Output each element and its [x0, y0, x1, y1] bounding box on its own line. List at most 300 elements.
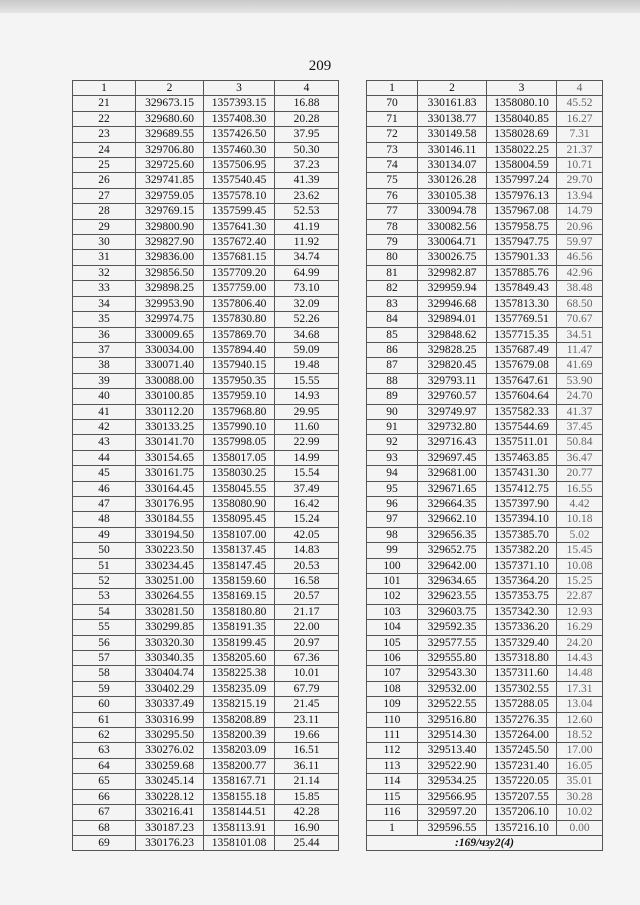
- table-cell: 52.26: [275, 312, 339, 327]
- table-cell: 1357647.61: [487, 373, 557, 388]
- table-cell: 11.92: [275, 235, 339, 250]
- coordinates-table-right: [366, 80, 603, 851]
- column-header: 1: [73, 81, 136, 96]
- table-cell: 330105.38: [418, 188, 487, 203]
- table-cell: 15.55: [275, 373, 339, 388]
- table-cell: 104: [367, 620, 418, 635]
- table-cell: 16.29: [557, 620, 603, 635]
- table-cell: 330251.00: [136, 574, 204, 589]
- table-cell: 330146.11: [418, 142, 487, 157]
- table-cell: 329513.40: [418, 743, 487, 758]
- table-cell: 329681.00: [418, 466, 487, 481]
- table-cell: 1358017.05: [204, 450, 275, 465]
- table-row: [367, 728, 603, 743]
- table-cell: 1: [367, 820, 418, 835]
- table-row: [73, 173, 339, 188]
- table-row: [367, 173, 603, 188]
- table-row: [367, 651, 603, 666]
- table-cell: 329759.05: [136, 188, 204, 203]
- table-cell: 1357336.20: [487, 620, 557, 635]
- header-row: [73, 81, 339, 96]
- table-cell: 330316.99: [136, 712, 204, 727]
- page-number: 209: [308, 58, 332, 74]
- table-cell: 16.27: [557, 111, 603, 126]
- table-cell: 37.45: [557, 419, 603, 434]
- table-cell: 329596.55: [418, 820, 487, 835]
- table-cell: 34: [73, 296, 136, 311]
- table-cell: 1357318.80: [487, 651, 557, 666]
- table-row: [73, 158, 339, 173]
- table-cell: 1358045.55: [204, 481, 275, 496]
- table-cell: 1357885.76: [487, 265, 557, 280]
- table-row: [73, 527, 339, 542]
- table-row: [73, 789, 339, 804]
- table-cell: 27: [73, 188, 136, 203]
- table-cell: 48: [73, 512, 136, 527]
- table-cell: 86: [367, 342, 418, 357]
- table-cell: 1357578.10: [204, 188, 275, 203]
- table-cell: 116: [367, 805, 418, 820]
- table-cell: 95: [367, 481, 418, 496]
- table-cell: 37.95: [275, 127, 339, 142]
- table-row: [73, 558, 339, 573]
- table-cell: 21.17: [275, 604, 339, 619]
- table-cell: 18.52: [557, 728, 603, 743]
- table-cell: 329652.75: [418, 543, 487, 558]
- table-cell: 41.37: [557, 404, 603, 419]
- table-cell: 20.28: [275, 111, 339, 126]
- table-cell: 1357641.30: [204, 219, 275, 234]
- table-row: [367, 712, 603, 727]
- table-cell: 1358225.38: [204, 666, 275, 681]
- table-cell: 34.51: [557, 327, 603, 342]
- table-cell: 1357997.24: [487, 173, 557, 188]
- table-cell: 1357245.50: [487, 743, 557, 758]
- table-row: [73, 312, 339, 327]
- table-cell: 330071.40: [136, 358, 204, 373]
- table-cell: 46.56: [557, 250, 603, 265]
- table-cell: 1357311.60: [487, 666, 557, 681]
- table-cell: 330259.68: [136, 758, 204, 773]
- table-row: [367, 342, 603, 357]
- table-row: [73, 835, 339, 850]
- table-cell: 94: [367, 466, 418, 481]
- table-row: [73, 250, 339, 265]
- table-cell: 330276.02: [136, 743, 204, 758]
- table-row: [367, 127, 603, 142]
- table-cell: 72: [367, 127, 418, 142]
- table-cell: 329706.80: [136, 142, 204, 157]
- table-cell: 330194.50: [136, 527, 204, 542]
- table-cell: 35.01: [557, 774, 603, 789]
- table-row: [73, 389, 339, 404]
- table-row: [73, 111, 339, 126]
- table-cell: 66: [73, 789, 136, 804]
- table-row: [73, 219, 339, 234]
- table-cell: 330184.55: [136, 512, 204, 527]
- table-cell: 330133.25: [136, 419, 204, 434]
- table-cell: 1357813.30: [487, 296, 557, 311]
- table-cell: 329898.25: [136, 281, 204, 296]
- table-cell: 1357869.70: [204, 327, 275, 342]
- table-cell: 56: [73, 635, 136, 650]
- table-row: [73, 774, 339, 789]
- table-cell: 16.55: [557, 481, 603, 496]
- table-row: [73, 666, 339, 681]
- table-cell: 30.28: [557, 789, 603, 804]
- table-cell: 1357460.30: [204, 142, 275, 157]
- table-row: [73, 96, 339, 111]
- table-cell: 330088.00: [136, 373, 204, 388]
- table-cell: 1358200.77: [204, 758, 275, 773]
- table-cell: 20.96: [557, 219, 603, 234]
- table-cell: 14.79: [557, 204, 603, 219]
- table-cell: 93: [367, 450, 418, 465]
- table-row: [367, 404, 603, 419]
- table-cell: 1357371.10: [487, 558, 557, 573]
- table-row: [73, 635, 339, 650]
- table-cell: 329516.80: [418, 712, 487, 727]
- table-cell: 50.30: [275, 142, 339, 157]
- table-cell: 1358113.91: [204, 820, 275, 835]
- table-cell: 79: [367, 235, 418, 250]
- table-row: [73, 435, 339, 450]
- table-row: [367, 373, 603, 388]
- table-cell: 330223.50: [136, 543, 204, 558]
- table-cell: 329680.60: [136, 111, 204, 126]
- table-cell: 76: [367, 188, 418, 203]
- table-row: [367, 558, 603, 573]
- table-row: [367, 327, 603, 342]
- table-cell: 75: [367, 173, 418, 188]
- table-cell: 1357353.75: [487, 589, 557, 604]
- scan-top-edge: [0, 0, 640, 13]
- table-cell: 330126.28: [418, 173, 487, 188]
- table-cell: 330295.50: [136, 728, 204, 743]
- table-cell: 28: [73, 204, 136, 219]
- table-cell: 1357715.35: [487, 327, 557, 342]
- table-cell: 71: [367, 111, 418, 126]
- table-cell: 329982.87: [418, 265, 487, 280]
- table-cell: 329671.65: [418, 481, 487, 496]
- table-cell: 103: [367, 604, 418, 619]
- table-cell: 50: [73, 543, 136, 558]
- table-cell: 330100.85: [136, 389, 204, 404]
- table-cell: 100: [367, 558, 418, 573]
- table-row: [73, 296, 339, 311]
- table-cell: 329577.55: [418, 635, 487, 650]
- table-cell: 1357394.10: [487, 512, 557, 527]
- table-cell: 62: [73, 728, 136, 743]
- table-row: [73, 358, 339, 373]
- table-cell: 101: [367, 574, 418, 589]
- table-cell: 1358107.00: [204, 527, 275, 542]
- table-cell: 20.57: [275, 589, 339, 604]
- table-cell: 20.77: [557, 466, 603, 481]
- table-cell: 98: [367, 527, 418, 542]
- table-row: [367, 512, 603, 527]
- table-cell: 68.50: [557, 296, 603, 311]
- table-cell: 330149.58: [418, 127, 487, 142]
- table-cell: 90: [367, 404, 418, 419]
- table-row: [73, 758, 339, 773]
- table-cell: 23: [73, 127, 136, 142]
- table-row: [367, 466, 603, 481]
- table-cell: 106: [367, 651, 418, 666]
- table-cell: 21: [73, 96, 136, 111]
- column-header: 1: [367, 81, 418, 96]
- table-cell: 329828.25: [418, 342, 487, 357]
- table-cell: 81: [367, 265, 418, 280]
- table-row: [367, 96, 603, 111]
- table-row: [367, 681, 603, 696]
- table-cell: 60: [73, 697, 136, 712]
- table-cell: 1357681.15: [204, 250, 275, 265]
- table-cell: 1358080.10: [487, 96, 557, 111]
- table-row: [73, 127, 339, 142]
- table-cell: 34.68: [275, 327, 339, 342]
- table-cell: 25: [73, 158, 136, 173]
- table-row: [367, 250, 603, 265]
- table-row: [367, 496, 603, 511]
- table-cell: 87: [367, 358, 418, 373]
- table-cell: 42.05: [275, 527, 339, 542]
- table-cell: 42.28: [275, 805, 339, 820]
- table-cell: 1357412.75: [487, 481, 557, 496]
- table-row: [73, 466, 339, 481]
- table-cell: 70: [367, 96, 418, 111]
- table-cell: 1357288.05: [487, 697, 557, 712]
- table-cell: 1357385.70: [487, 527, 557, 542]
- table-cell: 329642.00: [418, 558, 487, 573]
- table-row: [367, 805, 603, 820]
- parcel-id-label: :169/чзу2(4): [367, 835, 603, 850]
- table-cell: 22: [73, 111, 136, 126]
- table-row: [73, 620, 339, 635]
- table-cell: 84: [367, 312, 418, 327]
- table-row: [367, 312, 603, 327]
- table-row: [367, 219, 603, 234]
- table-cell: 102: [367, 589, 418, 604]
- table-cell: 16.51: [275, 743, 339, 758]
- table-cell: 330281.50: [136, 604, 204, 619]
- table-cell: 22.00: [275, 620, 339, 635]
- table-row: [367, 758, 603, 773]
- table-cell: 1358205.60: [204, 651, 275, 666]
- table-cell: 17.00: [557, 743, 603, 758]
- table-row: [73, 512, 339, 527]
- table-cell: 37.23: [275, 158, 339, 173]
- table-cell: 330161.75: [136, 466, 204, 481]
- table-cell: 50.84: [557, 435, 603, 450]
- table-cell: 43: [73, 435, 136, 450]
- table-cell: 67: [73, 805, 136, 820]
- table-cell: 52: [73, 574, 136, 589]
- table-cell: 1357604.64: [487, 389, 557, 404]
- table-cell: 73.10: [275, 281, 339, 296]
- table-cell: 110: [367, 712, 418, 727]
- table-cell: 330245.14: [136, 774, 204, 789]
- table-row: [73, 142, 339, 157]
- table-cell: 5.02: [557, 527, 603, 542]
- table-row: [367, 743, 603, 758]
- table-cell: 55: [73, 620, 136, 635]
- table-cell: 329673.15: [136, 96, 204, 111]
- table-row: [73, 712, 339, 727]
- table-row: [367, 281, 603, 296]
- table-cell: 1357959.10: [204, 389, 275, 404]
- table-cell: 330402.29: [136, 681, 204, 696]
- table-cell: 14.48: [557, 666, 603, 681]
- table-cell: 20.97: [275, 635, 339, 650]
- table-cell: 1358215.19: [204, 697, 275, 712]
- table-cell: 68: [73, 820, 136, 835]
- table-cell: 45.52: [557, 96, 603, 111]
- table-cell: 1358101.08: [204, 835, 275, 850]
- table-cell: 0.00: [557, 820, 603, 835]
- table-row: [73, 281, 339, 296]
- table-cell: 65: [73, 774, 136, 789]
- table-cell: 44: [73, 450, 136, 465]
- table-cell: 329532.00: [418, 681, 487, 696]
- table-cell: 330161.83: [418, 96, 487, 111]
- table-cell: 10.08: [557, 558, 603, 573]
- table-cell: 1357990.10: [204, 419, 275, 434]
- table-cell: 41.39: [275, 173, 339, 188]
- table-cell: 24.20: [557, 635, 603, 650]
- table-cell: 37.49: [275, 481, 339, 496]
- table-cell: 330009.65: [136, 327, 204, 342]
- table-cell: 19.48: [275, 358, 339, 373]
- table-cell: 15.24: [275, 512, 339, 527]
- table-cell: 329656.35: [418, 527, 487, 542]
- table-cell: 329566.95: [418, 789, 487, 804]
- table-row: [367, 481, 603, 496]
- table-row: [367, 789, 603, 804]
- table-cell: 1357806.40: [204, 296, 275, 311]
- table-cell: 59: [73, 681, 136, 696]
- table-cell: 59.97: [557, 235, 603, 250]
- table-cell: 330187.23: [136, 820, 204, 835]
- table-cell: 23.11: [275, 712, 339, 727]
- table-cell: 1358155.18: [204, 789, 275, 804]
- table-cell: 1358169.15: [204, 589, 275, 604]
- table-cell: 1357302.55: [487, 681, 557, 696]
- table-cell: 1357426.50: [204, 127, 275, 142]
- table-cell: 329749.97: [418, 404, 487, 419]
- table-cell: 63: [73, 743, 136, 758]
- table-cell: 21.45: [275, 697, 339, 712]
- table-cell: 1357206.10: [487, 805, 557, 820]
- table-cell: 108: [367, 681, 418, 696]
- table-cell: 1357759.00: [204, 281, 275, 296]
- table-cell: 31: [73, 250, 136, 265]
- table-cell: 21.37: [557, 142, 603, 157]
- table-row: [73, 651, 339, 666]
- table-cell: 42.96: [557, 265, 603, 280]
- coordinates-table-left: [72, 80, 339, 851]
- table-cell: 51: [73, 558, 136, 573]
- footer-row: [367, 835, 603, 850]
- table-cell: 36.11: [275, 758, 339, 773]
- table-cell: 329769.15: [136, 204, 204, 219]
- table-cell: 16.58: [275, 574, 339, 589]
- table-cell: 1358147.45: [204, 558, 275, 573]
- table-row: [367, 666, 603, 681]
- table-row: [73, 697, 339, 712]
- table-row: [73, 604, 339, 619]
- column-header: 3: [204, 81, 275, 96]
- table-cell: 107: [367, 666, 418, 681]
- table-cell: 329848.62: [418, 327, 487, 342]
- table-cell: 14.83: [275, 543, 339, 558]
- table-row: [367, 635, 603, 650]
- table-cell: 329603.75: [418, 604, 487, 619]
- table-cell: 1357506.95: [204, 158, 275, 173]
- table-cell: 1357967.08: [487, 204, 557, 219]
- table-cell: 105: [367, 635, 418, 650]
- table-cell: 1357342.30: [487, 604, 557, 619]
- table-cell: 80: [367, 250, 418, 265]
- table-cell: 330138.77: [418, 111, 487, 126]
- table-cell: 1358137.45: [204, 543, 275, 558]
- table-row: [367, 574, 603, 589]
- table-cell: 99: [367, 543, 418, 558]
- table-cell: 329946.68: [418, 296, 487, 311]
- table-cell: 89: [367, 389, 418, 404]
- table-row: [367, 142, 603, 157]
- table-row: [73, 404, 339, 419]
- table-cell: 329894.01: [418, 312, 487, 327]
- table-row: [367, 358, 603, 373]
- table-cell: 111: [367, 728, 418, 743]
- table-cell: 1357231.40: [487, 758, 557, 773]
- table-cell: 330299.85: [136, 620, 204, 635]
- table-cell: 330216.41: [136, 805, 204, 820]
- table-cell: 329820.45: [418, 358, 487, 373]
- table-cell: 114: [367, 774, 418, 789]
- table-cell: 49: [73, 527, 136, 542]
- table-row: [73, 820, 339, 835]
- column-header: 2: [136, 81, 204, 96]
- table-cell: 1357408.30: [204, 111, 275, 126]
- table-cell: 1358080.90: [204, 496, 275, 511]
- table-cell: 42: [73, 419, 136, 434]
- table-cell: 17.31: [557, 681, 603, 696]
- table-row: [73, 373, 339, 388]
- table-cell: 88: [367, 373, 418, 388]
- table-cell: 329856.50: [136, 265, 204, 280]
- table-cell: 91: [367, 419, 418, 434]
- column-header: 4: [557, 81, 603, 96]
- table-row: [367, 543, 603, 558]
- table-cell: 57: [73, 651, 136, 666]
- table-row: [73, 419, 339, 434]
- table-cell: 329959.94: [418, 281, 487, 296]
- table-cell: 1357894.40: [204, 342, 275, 357]
- table-cell: 329974.75: [136, 312, 204, 327]
- table-cell: 330340.35: [136, 651, 204, 666]
- table-cell: 1357393.15: [204, 96, 275, 111]
- table-cell: 1357463.85: [487, 450, 557, 465]
- table-cell: 1357207.55: [487, 789, 557, 804]
- table-cell: 1357364.20: [487, 574, 557, 589]
- table-row: [73, 188, 339, 203]
- table-cell: 1357329.40: [487, 635, 557, 650]
- table-cell: 1358022.25: [487, 142, 557, 157]
- table-cell: 38: [73, 358, 136, 373]
- table-row: [73, 235, 339, 250]
